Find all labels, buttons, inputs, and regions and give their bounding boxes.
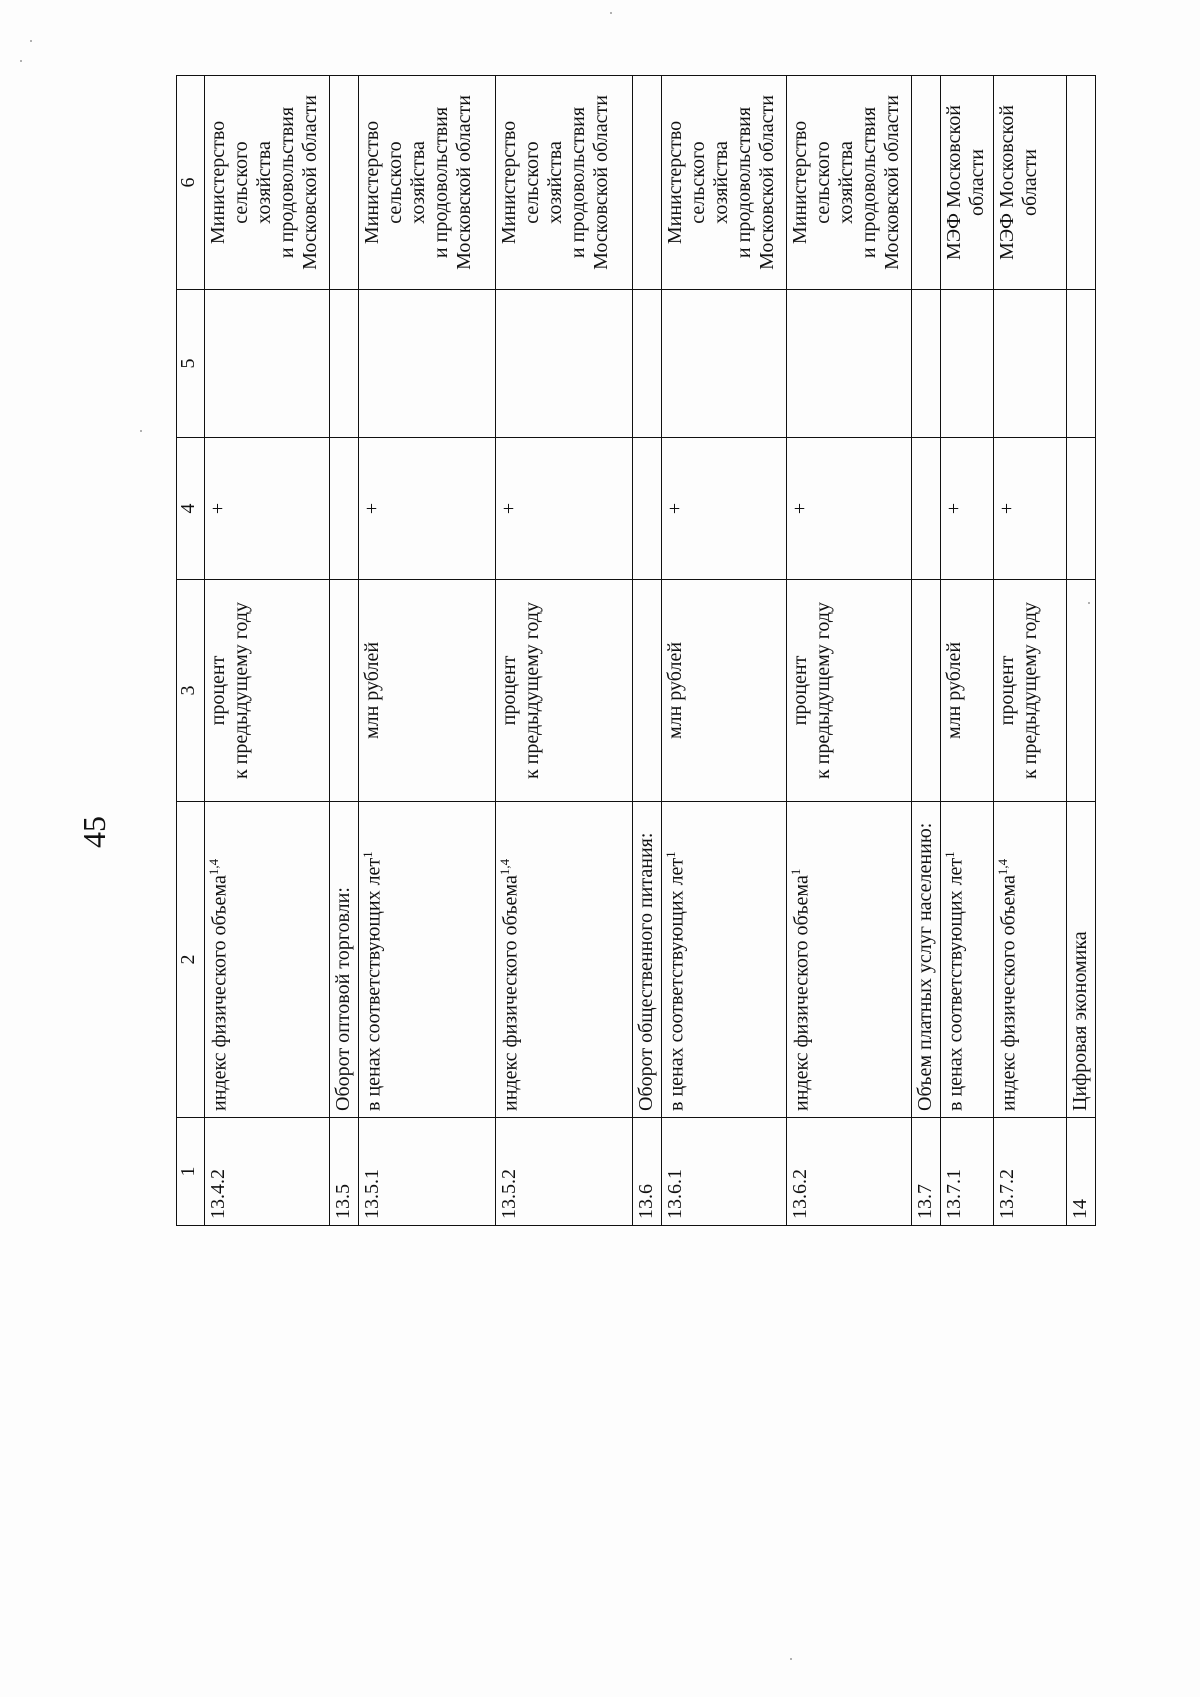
indicators-table bbox=[176, 75, 1096, 1226]
table-row bbox=[205, 76, 330, 1226]
cell-responsible bbox=[358, 76, 495, 290]
indicator-name: индекс физического объема bbox=[499, 875, 522, 1111]
responsible-line: МЭФ Московской области bbox=[996, 105, 1042, 260]
table-row bbox=[496, 76, 633, 1226]
responsible-line: и продовольствия bbox=[858, 106, 881, 259]
responsible-line: Министерство сельского bbox=[789, 120, 835, 245]
cell-unit bbox=[941, 580, 994, 802]
cell-number: 13.7.1 bbox=[941, 1118, 994, 1226]
scan-speck bbox=[610, 12, 612, 14]
responsible-line: Московской области bbox=[756, 95, 779, 270]
cell-number: 13.6 bbox=[633, 1118, 662, 1226]
responsible-line: Московской области bbox=[299, 95, 322, 270]
responsible-line: и продовольствия bbox=[276, 106, 299, 259]
cell-responsible bbox=[329, 76, 358, 290]
table-row bbox=[633, 76, 662, 1226]
indicator-name: индекс физического объема bbox=[208, 875, 231, 1111]
cell-mark bbox=[911, 438, 940, 580]
responsible-line: и продовольствия bbox=[733, 106, 756, 259]
footnote-ref: 1,4 bbox=[497, 858, 513, 876]
cell-responsible bbox=[911, 76, 940, 290]
responsible-line: Московской области bbox=[590, 95, 613, 270]
header-row bbox=[177, 76, 205, 1226]
responsible-line: Московской области bbox=[881, 95, 904, 270]
unit-line: к предыдущему году bbox=[521, 601, 544, 780]
responsible-line: и продовольствия bbox=[567, 106, 590, 259]
indicator-name: Цифровая экономика bbox=[1068, 931, 1091, 1111]
cell-responsible bbox=[496, 76, 633, 290]
cell-indicator bbox=[787, 802, 912, 1118]
table-row bbox=[329, 76, 358, 1226]
unit-line: к предыдущему году bbox=[1019, 601, 1042, 780]
indicator-name: в ценах соответствующих лет bbox=[666, 857, 689, 1111]
table-row bbox=[911, 76, 940, 1226]
indicator-name: в ценах соответствующих лет bbox=[944, 857, 967, 1111]
cell-number: 14 bbox=[1066, 1118, 1095, 1226]
cell-col5 bbox=[941, 290, 994, 438]
unit-line: млн рублей bbox=[360, 641, 383, 740]
cell-unit bbox=[633, 580, 662, 802]
cell-unit bbox=[1066, 580, 1095, 802]
scan-speck bbox=[1088, 602, 1090, 604]
cell-unit bbox=[329, 580, 358, 802]
responsible-line: Министерство сельского bbox=[664, 120, 710, 245]
footnote-ref: 1,4 bbox=[995, 858, 1011, 876]
cell-unit bbox=[496, 580, 633, 802]
responsible-line: Министерство сельского bbox=[207, 120, 253, 245]
responsible-line: Министерство сельского bbox=[498, 120, 544, 245]
cell-number: 13.7 bbox=[911, 1118, 940, 1226]
cell-number: 13.4.2 bbox=[205, 1118, 330, 1226]
header-cell: 3 bbox=[177, 580, 205, 802]
cell-mark: + bbox=[994, 438, 1067, 580]
cell-col5 bbox=[662, 290, 787, 438]
cell-mark: + bbox=[358, 438, 495, 580]
scan-speck bbox=[790, 1658, 792, 1660]
responsible-line: хозяйства bbox=[835, 141, 858, 224]
cell-responsible bbox=[787, 76, 912, 290]
cell-number: 13.5 bbox=[329, 1118, 358, 1226]
cell-indicator bbox=[358, 802, 495, 1118]
cell-indicator bbox=[496, 802, 633, 1118]
cell-mark bbox=[633, 438, 662, 580]
cell-indicator bbox=[911, 802, 940, 1118]
cell-unit bbox=[787, 580, 912, 802]
cell-number: 13.7.2 bbox=[994, 1118, 1067, 1226]
page-number: 45 bbox=[76, 816, 112, 848]
cell-mark: + bbox=[787, 438, 912, 580]
cell-indicator bbox=[662, 802, 787, 1118]
cell-col5 bbox=[911, 290, 940, 438]
cell-mark: + bbox=[941, 438, 994, 580]
cell-number: 13.6.1 bbox=[662, 1118, 787, 1226]
scan-speck bbox=[20, 60, 22, 62]
responsible-line: хозяйства bbox=[710, 141, 733, 224]
cell-unit bbox=[205, 580, 330, 802]
cell-col5 bbox=[1066, 290, 1095, 438]
table-row bbox=[941, 76, 994, 1226]
cell-col5 bbox=[205, 290, 330, 438]
responsible-line: и продовольствия bbox=[429, 106, 452, 259]
cell-unit bbox=[662, 580, 787, 802]
cell-mark: + bbox=[205, 438, 330, 580]
indicator-name: Оборот общественного питания: bbox=[635, 832, 658, 1111]
unit-line: млн рублей bbox=[943, 641, 966, 740]
cell-responsible bbox=[941, 76, 994, 290]
indicator-name: Оборот оптовой торговли: bbox=[331, 887, 354, 1111]
cell-mark bbox=[329, 438, 358, 580]
scan-speck bbox=[140, 430, 142, 432]
indicator-name: индекс физического объема bbox=[997, 875, 1020, 1111]
cell-col5 bbox=[496, 290, 633, 438]
scan-speck bbox=[30, 40, 32, 42]
responsible-line: хозяйства bbox=[544, 141, 567, 224]
table-row bbox=[994, 76, 1067, 1226]
header-cell: 1 bbox=[177, 1118, 205, 1226]
cell-number: 13.5.2 bbox=[496, 1118, 633, 1226]
unit-line: процент bbox=[996, 655, 1019, 726]
footnote-ref: 1 bbox=[788, 868, 804, 876]
cell-col5 bbox=[329, 290, 358, 438]
responsible-line: МЭФ Московской области bbox=[943, 105, 989, 260]
cell-col5 bbox=[633, 290, 662, 438]
cell-number: 13.5.1 bbox=[358, 1118, 495, 1226]
footnote-ref: 1 bbox=[359, 851, 375, 858]
table-body bbox=[177, 76, 1096, 1226]
unit-line: к предыдущему году bbox=[230, 601, 253, 780]
footnote-ref: 1 bbox=[942, 851, 958, 858]
cell-responsible bbox=[633, 76, 662, 290]
cell-indicator bbox=[205, 802, 330, 1118]
cell-unit bbox=[358, 580, 495, 802]
cell-indicator bbox=[941, 802, 994, 1118]
responsible-line: хозяйства bbox=[253, 141, 276, 224]
cell-mark: + bbox=[662, 438, 787, 580]
rotated-table-wrapper bbox=[176, 76, 1096, 1226]
footnote-ref: 1,4 bbox=[206, 858, 222, 876]
indicator-name: индекс физического объема bbox=[790, 875, 813, 1111]
footnote-ref: 1 bbox=[663, 851, 679, 858]
header-cell: 4 bbox=[177, 438, 205, 580]
unit-line: процент bbox=[207, 655, 230, 726]
unit-line: процент bbox=[498, 655, 521, 726]
cell-unit bbox=[994, 580, 1067, 802]
unit-line: млн рублей bbox=[664, 641, 687, 740]
table-row bbox=[358, 76, 495, 1226]
header-cell: 2 bbox=[177, 802, 205, 1118]
cell-col5 bbox=[787, 290, 912, 438]
cell-mark: + bbox=[496, 438, 633, 580]
cell-col5 bbox=[994, 290, 1067, 438]
cell-responsible bbox=[994, 76, 1067, 290]
responsible-line: Московской области bbox=[452, 95, 475, 270]
indicator-name: Объем платных услуг населению: bbox=[913, 822, 936, 1111]
responsible-line: хозяйства bbox=[406, 141, 429, 224]
cell-responsible bbox=[205, 76, 330, 290]
table-row bbox=[787, 76, 912, 1226]
cell-mark bbox=[1066, 438, 1095, 580]
unit-line: к предыдущему году bbox=[812, 601, 835, 780]
cell-indicator bbox=[994, 802, 1067, 1118]
cell-unit bbox=[911, 580, 940, 802]
responsible-line: Министерство сельского bbox=[360, 120, 406, 245]
header-cell: 6 bbox=[177, 76, 205, 290]
indicator-name: в ценах соответствующих лет bbox=[362, 857, 385, 1111]
cell-col5 bbox=[358, 290, 495, 438]
cell-number: 13.6.2 bbox=[787, 1118, 912, 1226]
cell-indicator bbox=[1066, 802, 1095, 1118]
unit-line: процент bbox=[789, 655, 812, 726]
cell-responsible bbox=[662, 76, 787, 290]
table-row bbox=[662, 76, 787, 1226]
cell-responsible bbox=[1066, 76, 1095, 290]
table-row bbox=[1066, 76, 1095, 1226]
cell-indicator bbox=[329, 802, 358, 1118]
cell-indicator bbox=[633, 802, 662, 1118]
header-cell: 5 bbox=[177, 290, 205, 438]
